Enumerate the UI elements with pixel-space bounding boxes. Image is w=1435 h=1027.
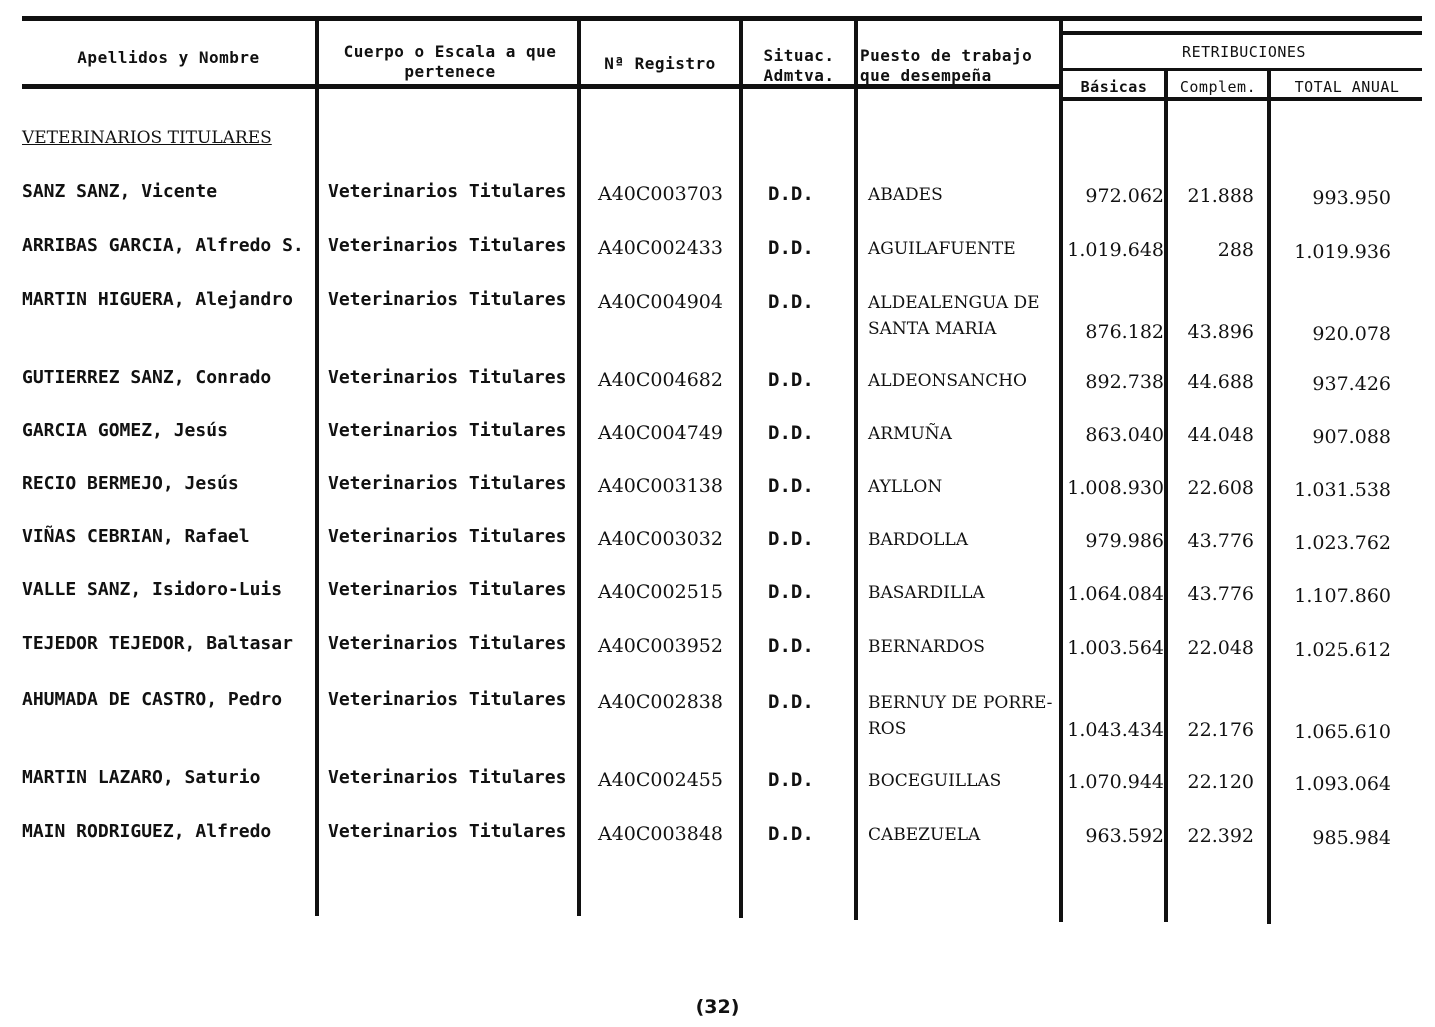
row-puesto: ARMUÑA [868,424,952,444]
row-total: 937.426 [1312,373,1391,395]
row-name: MAIN RODRIGUEZ, Alfredo [22,821,272,842]
row-complem: 22.176 [1187,719,1254,741]
row-name: AHUMADA DE CASTRO, Pedro [22,689,283,710]
row-name: RECIO BERMEJO, Jesús [22,473,239,494]
row-total: 1.025.612 [1294,639,1391,661]
row-situacion: D.D. [768,475,814,497]
column-divider-7 [1267,70,1271,924]
column-divider-1 [315,20,319,916]
retribuciones-top-rule [1062,31,1422,35]
row-registro: A40C002838 [598,691,723,713]
retribuciones-mid-rule [1062,68,1422,71]
header-cuerpo: Cuerpo o Escala a que pertenece [343,42,557,81]
row-registro: A40C003848 [598,823,723,845]
row-name: MARTIN HIGUERA, Alejandro [22,289,293,310]
column-divider-6 [1164,70,1168,922]
row-name: TEJEDOR TEJEDOR, Baltasar [22,633,293,654]
row-cuerpo: Veterinarios Titulares [328,181,567,202]
row-complem: 22.120 [1187,771,1254,793]
row-basicas: 972.062 [1085,185,1164,207]
row-registro: A40C002433 [598,237,723,259]
row-puesto: AYLLON [868,477,943,497]
row-total: 993.950 [1312,187,1391,209]
row-cuerpo: Veterinarios Titulares [328,235,567,256]
row-basicas: 1.003.564 [1067,637,1164,659]
row-situacion: D.D. [768,369,814,391]
row-puesto: BERNUY DE PORRE- ROS [868,693,1053,739]
row-puesto: AGUILAFUENTE [868,239,1016,259]
row-basicas: 963.592 [1085,825,1164,847]
row-cuerpo: Veterinarios Titulares [328,767,567,788]
row-total: 1.023.762 [1294,532,1391,554]
row-registro: A40C004904 [598,291,723,313]
row-name: ARRIBAS GARCIA, Alfredo S. [22,235,304,256]
header-retribuciones: RETRIBUCIONES [1182,43,1306,61]
row-name: VALLE SANZ, Isidoro-Luis [22,579,283,600]
row-cuerpo: Veterinarios Titulares [328,473,567,494]
row-situacion: D.D. [768,528,814,550]
row-situacion: D.D. [768,183,814,205]
column-divider-5 [1059,20,1063,922]
row-situacion: D.D. [768,291,814,313]
row-registro: A40C003032 [598,528,723,550]
row-complem: 43.776 [1187,583,1254,605]
row-puesto: CABEZUELA [868,825,981,845]
row-cuerpo: Veterinarios Titulares [328,289,567,310]
header-total: TOTAL ANUAL [1294,78,1400,96]
row-total: 1.031.538 [1294,479,1391,501]
row-total: 907.088 [1312,426,1391,448]
row-total: 1.019.936 [1294,241,1391,263]
column-divider-3 [739,20,743,918]
row-puesto: BOCEGUILLAS [868,771,1002,791]
column-divider-2 [577,20,581,916]
row-puesto: ALDEONSANCHO [868,371,1027,391]
row-basicas: 876.182 [1085,321,1164,343]
row-complem: 288 [1217,239,1254,261]
page-number: (32) [695,996,740,1018]
row-situacion: D.D. [768,237,814,259]
header-basicas: Básicas [1080,78,1148,96]
retribuciones-bottom-rule [1062,97,1422,101]
header-situacion: Situac. Admtva. [763,46,835,85]
header-puesto: Puesto de trabajo que desempeña [860,46,1033,85]
row-cuerpo: Veterinarios Titulares [328,420,567,441]
row-situacion: D.D. [768,769,814,791]
row-complem: 22.608 [1187,477,1254,499]
row-puesto: BASARDILLA [868,583,985,603]
row-name: SANZ SANZ, Vicente [22,181,218,202]
row-registro: A40C004749 [598,422,723,444]
row-puesto: BERNARDOS [868,637,985,657]
row-puesto: ABADES [868,185,943,205]
row-name: GARCIA GOMEZ, Jesús [22,420,228,441]
row-registro: A40C003703 [598,183,723,205]
row-registro: A40C002515 [598,581,723,603]
row-total: 1.065.610 [1294,721,1391,743]
row-name: GUTIERREZ SANZ, Conrado [22,367,272,388]
row-complem: 43.776 [1187,530,1254,552]
row-basicas: 979.986 [1085,530,1164,552]
row-basicas: 1.043.434 [1067,719,1164,741]
top-rule [22,16,1422,21]
row-puesto: ALDEALENGUA DE SANTA MARIA [868,293,1040,339]
row-cuerpo: Veterinarios Titulares [328,633,567,654]
row-complem: 44.688 [1187,371,1254,393]
row-basicas: 1.008.930 [1067,477,1164,499]
row-situacion: D.D. [768,823,814,845]
header-complem: Complem. [1179,78,1257,96]
row-total: 985.984 [1312,827,1391,849]
row-total: 1.107.860 [1294,585,1391,607]
row-cuerpo: Veterinarios Titulares [328,579,567,600]
header-registro: Nª Registro [604,54,716,73]
row-basicas: 863.040 [1085,424,1164,446]
row-cuerpo: Veterinarios Titulares [328,526,567,547]
row-registro: A40C003952 [598,635,723,657]
row-cuerpo: Veterinarios Titulares [328,821,567,842]
header-name: Apellidos y Nombre [77,48,260,67]
row-registro: A40C003138 [598,475,723,497]
row-situacion: D.D. [768,581,814,603]
section-title: VETERINARIOS TITULARES [22,128,272,148]
row-puesto: BARDOLLA [868,530,968,550]
row-complem: 21.888 [1187,185,1254,207]
row-complem: 22.048 [1187,637,1254,659]
row-complem: 43.896 [1187,321,1254,343]
row-complem: 44.048 [1187,424,1254,446]
row-name: MARTIN LAZARO, Saturio [22,767,261,788]
row-situacion: D.D. [768,422,814,444]
row-cuerpo: Veterinarios Titulares [328,367,567,388]
row-situacion: D.D. [768,691,814,713]
row-basicas: 1.019.648 [1067,239,1164,261]
row-total: 1.093.064 [1294,773,1391,795]
row-registro: A40C004682 [598,369,723,391]
row-basicas: 892.738 [1085,371,1164,393]
row-basicas: 1.070.944 [1067,771,1164,793]
row-basicas: 1.064.084 [1067,583,1164,605]
row-registro: A40C002455 [598,769,723,791]
row-name: VIÑAS CEBRIAN, Rafael [22,526,250,547]
row-total: 920.078 [1312,323,1391,345]
row-complem: 22.392 [1187,825,1254,847]
row-cuerpo: Veterinarios Titulares [328,689,567,710]
column-divider-4 [854,20,858,920]
row-situacion: D.D. [768,635,814,657]
